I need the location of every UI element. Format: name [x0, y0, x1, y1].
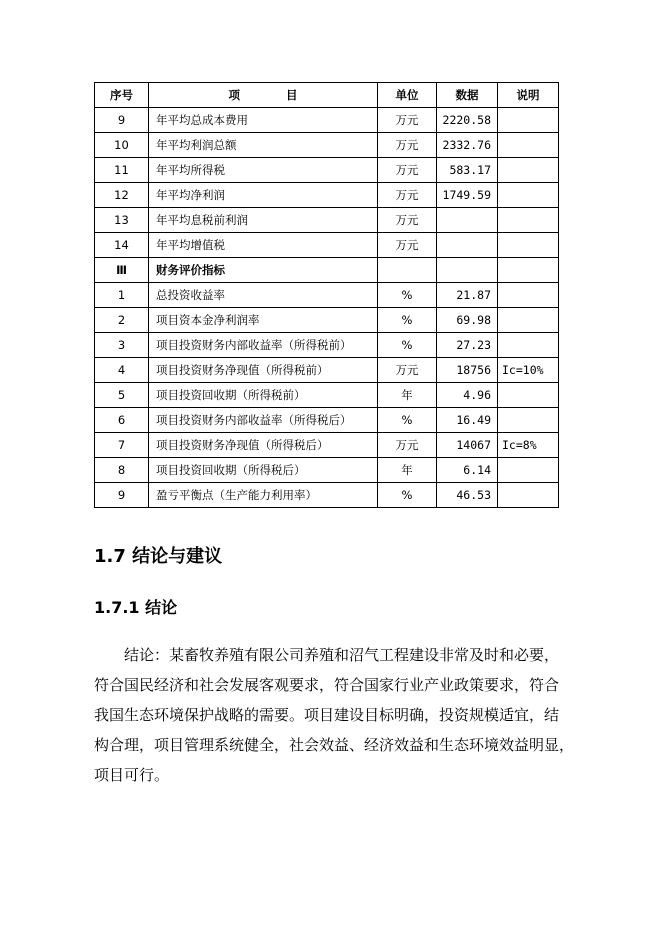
paragraph-line: 项目可行。 — [94, 766, 170, 784]
paragraph-line: 结论：某畜牧养殖有限公司养殖和沼气工程建设非常及时和必要， — [124, 646, 560, 664]
row-value: 4.96 — [437, 383, 498, 408]
row-unit: % — [378, 308, 437, 333]
row-value: 14067 — [437, 433, 498, 458]
table-row — [95, 233, 559, 258]
row-unit: % — [378, 408, 437, 433]
row-note — [498, 283, 559, 308]
table-row — [95, 133, 559, 158]
row-note — [498, 258, 559, 283]
row-value: 69.98 — [437, 308, 498, 333]
table-row — [95, 458, 559, 483]
row-note — [498, 383, 559, 408]
row-seq: 11 — [95, 158, 149, 183]
row-note — [498, 483, 559, 508]
row-item: 年平均净利润 — [149, 183, 378, 208]
row-seq: Ⅲ — [95, 258, 149, 283]
financial-indicators-table — [94, 82, 559, 508]
row-seq: 8 — [95, 458, 149, 483]
row-value — [437, 258, 498, 283]
table-row — [95, 183, 559, 208]
row-seq: 1 — [95, 283, 149, 308]
row-seq: 9 — [95, 483, 149, 508]
row-value: 583.17 — [437, 158, 498, 183]
row-value: 27.23 — [437, 333, 498, 358]
row-item: 年平均利润总额 — [149, 133, 378, 158]
table-row — [95, 208, 559, 233]
row-value: 1749.59 — [437, 183, 498, 208]
table-row — [95, 358, 559, 383]
row-unit: % — [378, 283, 437, 308]
paragraph-line: 符合国民经济和社会发展客观要求，符合国家行业产业政策要求，符合 — [94, 676, 560, 694]
row-note — [498, 458, 559, 483]
table-row — [95, 408, 559, 433]
row-unit — [378, 258, 437, 283]
row-seq: 10 — [95, 133, 149, 158]
table-row — [95, 483, 559, 508]
row-note — [498, 408, 559, 433]
row-unit: % — [378, 483, 437, 508]
row-seq: 9 — [95, 108, 149, 133]
row-item: 项目投资财务内部收益率（所得税前） — [149, 333, 378, 358]
row-note — [498, 233, 559, 258]
row-note — [498, 183, 559, 208]
row-seq: 5 — [95, 383, 149, 408]
row-unit: 万元 — [378, 433, 437, 458]
row-value: 16.49 — [437, 408, 498, 433]
row-item: 项目投资回收期（所得税前） — [149, 383, 378, 408]
row-unit: 万元 — [378, 183, 437, 208]
table-row — [95, 383, 559, 408]
row-value: 21.87 — [437, 283, 498, 308]
row-value — [437, 233, 498, 258]
table-row — [95, 333, 559, 358]
paragraph-line: 我国生态环境保护战略的需要。项目建设目标明确，投资规模适宜，结 — [94, 706, 560, 724]
subsection-heading: 1.7.1 结论 — [94, 598, 178, 617]
row-note — [498, 133, 559, 158]
row-value: 2220.58 — [437, 108, 498, 133]
row-note — [498, 308, 559, 333]
row-unit: 万元 — [378, 158, 437, 183]
row-unit: 万元 — [378, 208, 437, 233]
paragraph-line: 构合理，项目管理系统健全，社会效益、经济效益和生态环境效益明显， — [94, 736, 575, 754]
row-unit: 年 — [378, 458, 437, 483]
row-seq: 3 — [95, 333, 149, 358]
row-seq: 4 — [95, 358, 149, 383]
row-value: 2332.76 — [437, 133, 498, 158]
table-row — [95, 108, 559, 133]
row-item: 项目资本金净利润率 — [149, 308, 378, 333]
row-unit: 年 — [378, 383, 437, 408]
table-row — [95, 283, 559, 308]
header-note: 说明 — [498, 83, 559, 108]
table-row — [95, 308, 559, 333]
row-item: 盈亏平衡点（生产能力利用率） — [149, 483, 378, 508]
row-unit: 万元 — [378, 233, 437, 258]
header-value: 数据 — [437, 83, 498, 108]
row-seq: 12 — [95, 183, 149, 208]
row-note — [498, 208, 559, 233]
table-header-row — [95, 83, 559, 108]
row-item: 年平均总成本费用 — [149, 108, 378, 133]
row-item: 年平均增值税 — [149, 233, 378, 258]
row-note — [498, 333, 559, 358]
row-unit: 万元 — [378, 133, 437, 158]
row-note: Ic=8% — [498, 433, 559, 458]
row-seq: 7 — [95, 433, 149, 458]
row-item: 财务评价指标 — [149, 258, 378, 283]
row-unit: 万元 — [378, 108, 437, 133]
row-value: 18756 — [437, 358, 498, 383]
row-seq: 13 — [95, 208, 149, 233]
row-unit: % — [378, 333, 437, 358]
row-unit: 万元 — [378, 358, 437, 383]
row-item: 总投资收益率 — [149, 283, 378, 308]
row-item: 项目投资财务内部收益率（所得税后） — [149, 408, 378, 433]
row-value: 6.14 — [437, 458, 498, 483]
header-unit: 单位 — [378, 83, 437, 108]
header-seq: 序号 — [95, 83, 149, 108]
row-note: Ic=10% — [498, 358, 559, 383]
section-heading: 1.7 结论与建议 — [94, 546, 223, 567]
table-section-row — [95, 258, 559, 283]
row-seq: 14 — [95, 233, 149, 258]
row-value: 46.53 — [437, 483, 498, 508]
table-row — [95, 433, 559, 458]
row-seq: 2 — [95, 308, 149, 333]
row-note — [498, 108, 559, 133]
row-item: 年平均所得税 — [149, 158, 378, 183]
row-item: 项目投资财务净现值（所得税后） — [149, 433, 378, 458]
row-note — [498, 158, 559, 183]
row-seq: 6 — [95, 408, 149, 433]
row-item: 项目投资回收期（所得税后） — [149, 458, 378, 483]
table-row — [95, 158, 559, 183]
row-value — [437, 208, 498, 233]
row-item: 年平均息税前利润 — [149, 208, 378, 233]
row-item: 项目投资财务净现值（所得税前） — [149, 358, 378, 383]
conclusion-paragraph — [94, 640, 594, 790]
header-item: 项 目 — [149, 83, 378, 108]
